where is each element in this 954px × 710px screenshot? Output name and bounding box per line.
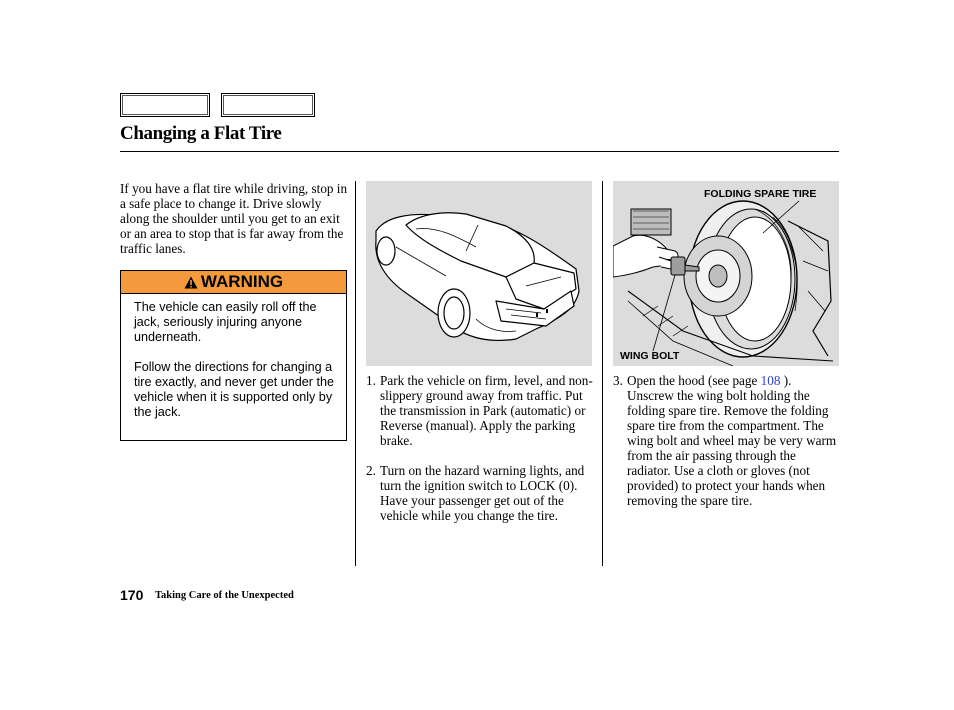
warning-heading: WARNING — [200, 272, 284, 291]
figure-label: FOLDING SPARE TIRE — [704, 188, 817, 200]
step-number: 3. — [613, 373, 623, 388]
intro-paragraph: If you have a flat tire while driving, stop in a safe place to change it. Drive slowly along the shoulder until you get to an exit or an area to stop that is far away from the traffic lanes. — [120, 181, 348, 256]
step-text-part: ). Unscrew the wing bolt holding the folding spare tire. Remove the folding spare tire from the compartment. The wing bolt and wheel may be very warm from the air passing through the radiator. Use a cloth or gloves (not provided) to protect your hands when removing the spare tire. — [627, 373, 837, 508]
list-item — [613, 373, 841, 508]
step-number: 1. — [366, 373, 376, 388]
step-text: Park the vehicle on firm, level, and non-slippery ground away from traffic. Put the transmission in Park (automatic) or Reverse (manual). Apply the parking brake. — [380, 373, 593, 448]
page-number: 170 — [120, 587, 144, 603]
warning-triangle-icon — [184, 276, 198, 289]
step-text — [627, 373, 841, 508]
step-number: 2. — [366, 463, 376, 478]
warning-box — [120, 270, 347, 441]
page-title: Changing a Flat Tire — [120, 123, 282, 144]
column-divider — [602, 181, 603, 566]
list-item — [366, 463, 596, 523]
car-figure — [366, 181, 592, 366]
warning-header — [121, 271, 346, 294]
step-text-part: Open the hood (see page — [627, 373, 761, 388]
steps-list — [366, 373, 596, 523]
car-rear-view-icon — [366, 181, 592, 366]
warning-text: Follow the directions for changing a tire exactly, and never get under the vehicle when it is supported only by the jack. — [134, 360, 334, 419]
steps-list — [613, 373, 841, 508]
page-link[interactable]: 108 — [760, 373, 781, 388]
spare-tire-icon — [613, 181, 839, 366]
column-divider — [355, 181, 356, 566]
spare-tire-figure — [613, 181, 839, 366]
nav-button-previous[interactable] — [120, 93, 210, 117]
figure-label: WING BOLT — [620, 350, 680, 362]
warning-text: The vehicle can easily roll off the jack, seriously injuring anyone underneath. — [134, 300, 317, 344]
step-text: Turn on the hazard warning lights, and turn the ignition switch to LOCK (0). Have your passenger get out of the vehicle while you change the tire. — [380, 463, 585, 523]
nav-button-next[interactable] — [221, 93, 315, 117]
list-item — [366, 373, 596, 448]
section-name: Taking Care of the Unexpected — [155, 590, 294, 601]
title-rule — [120, 151, 839, 152]
